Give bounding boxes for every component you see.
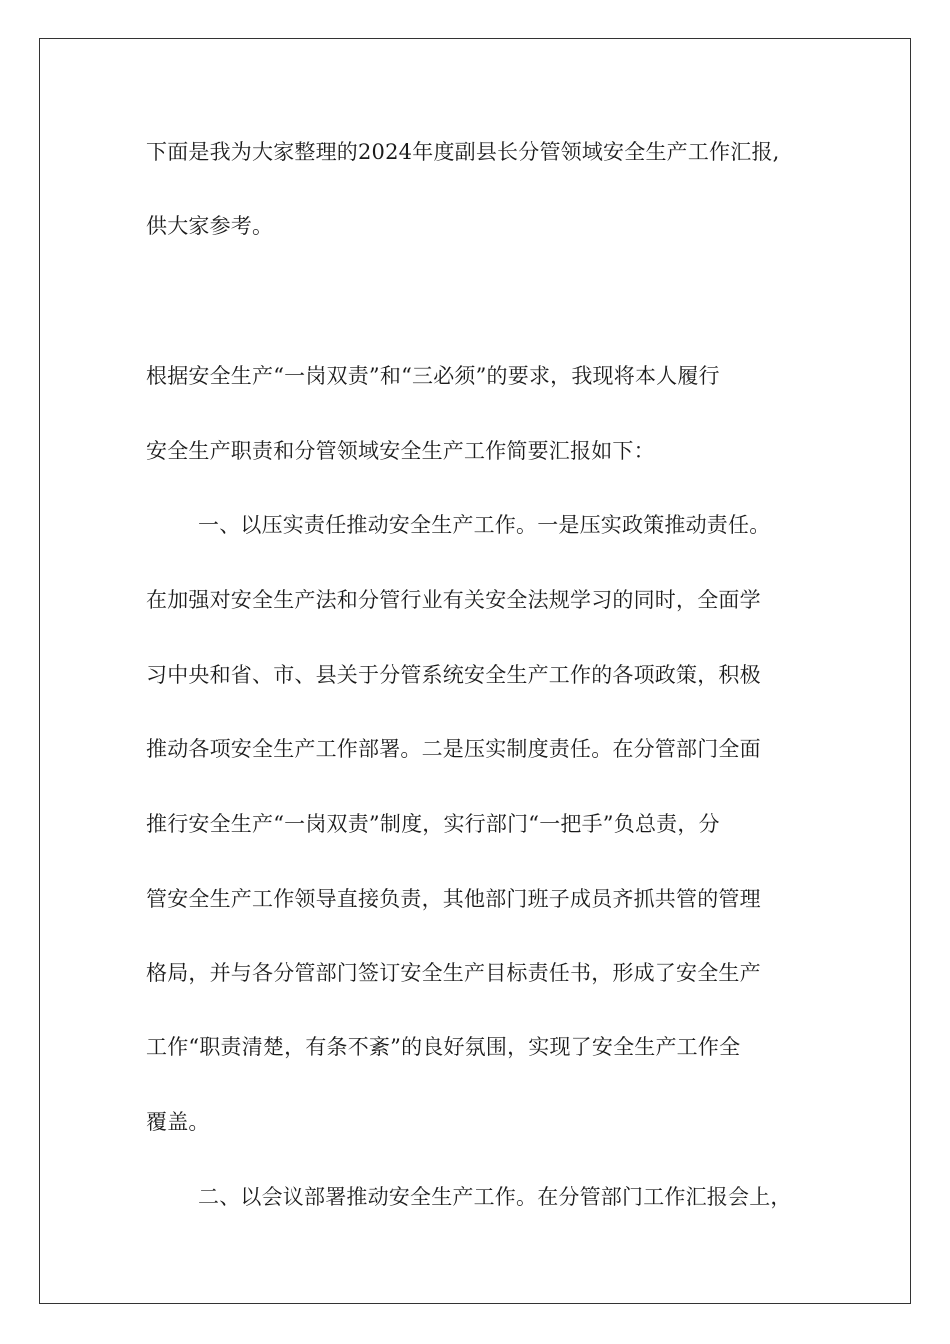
section-2-heading-line: 二、以会议部署推动安全生产工作。在分管部门工作汇报会上， [198,1185,792,1209]
section-1-line-2: 在加强对安全生产法和分管行业有关安全法规学习的同时，全面学 [146,588,761,612]
section-1-line-5: 推行安全生产“一岗双责”制度，实行部门“一把手”负总责，分 [146,812,720,836]
section-1-heading-line: 一、以压实责任推动安全生产工作。一是压实政策推动责任。 [198,513,771,537]
section-1-line-4: 推动各项安全生产工作部署。二是压实制度责任。在分管部门全面 [146,737,761,761]
section-1-line-3: 习中央和省、市、县关于分管系统安全生产工作的各项政策，积极 [146,663,761,687]
section-1-line-9: 覆盖。 [146,1110,210,1134]
paragraph-1-line-1: 根据安全生产“一岗双责”和“三必须”的要求，我现将本人履行 [146,364,720,388]
intro-line-1: 下面是我为大家整理的2024年度副县长分管领域安全生产工作汇报, [146,140,780,164]
paragraph-1-line-2: 安全生产职责和分管领域安全生产工作简要汇报如下： [146,439,655,463]
section-1-line-8: 工作“职责清楚，有条不紊”的良好氛围，实现了安全生产工作全 [146,1035,741,1059]
section-1-line-7: 格局，并与各分管部门签订安全生产目标责任书，形成了安全生产 [146,961,761,985]
intro-line-2: 供大家参考。 [146,214,274,238]
section-1-line-6: 管安全生产工作领导直接负责，其他部门班子成员齐抓共管的管理 [146,887,761,911]
